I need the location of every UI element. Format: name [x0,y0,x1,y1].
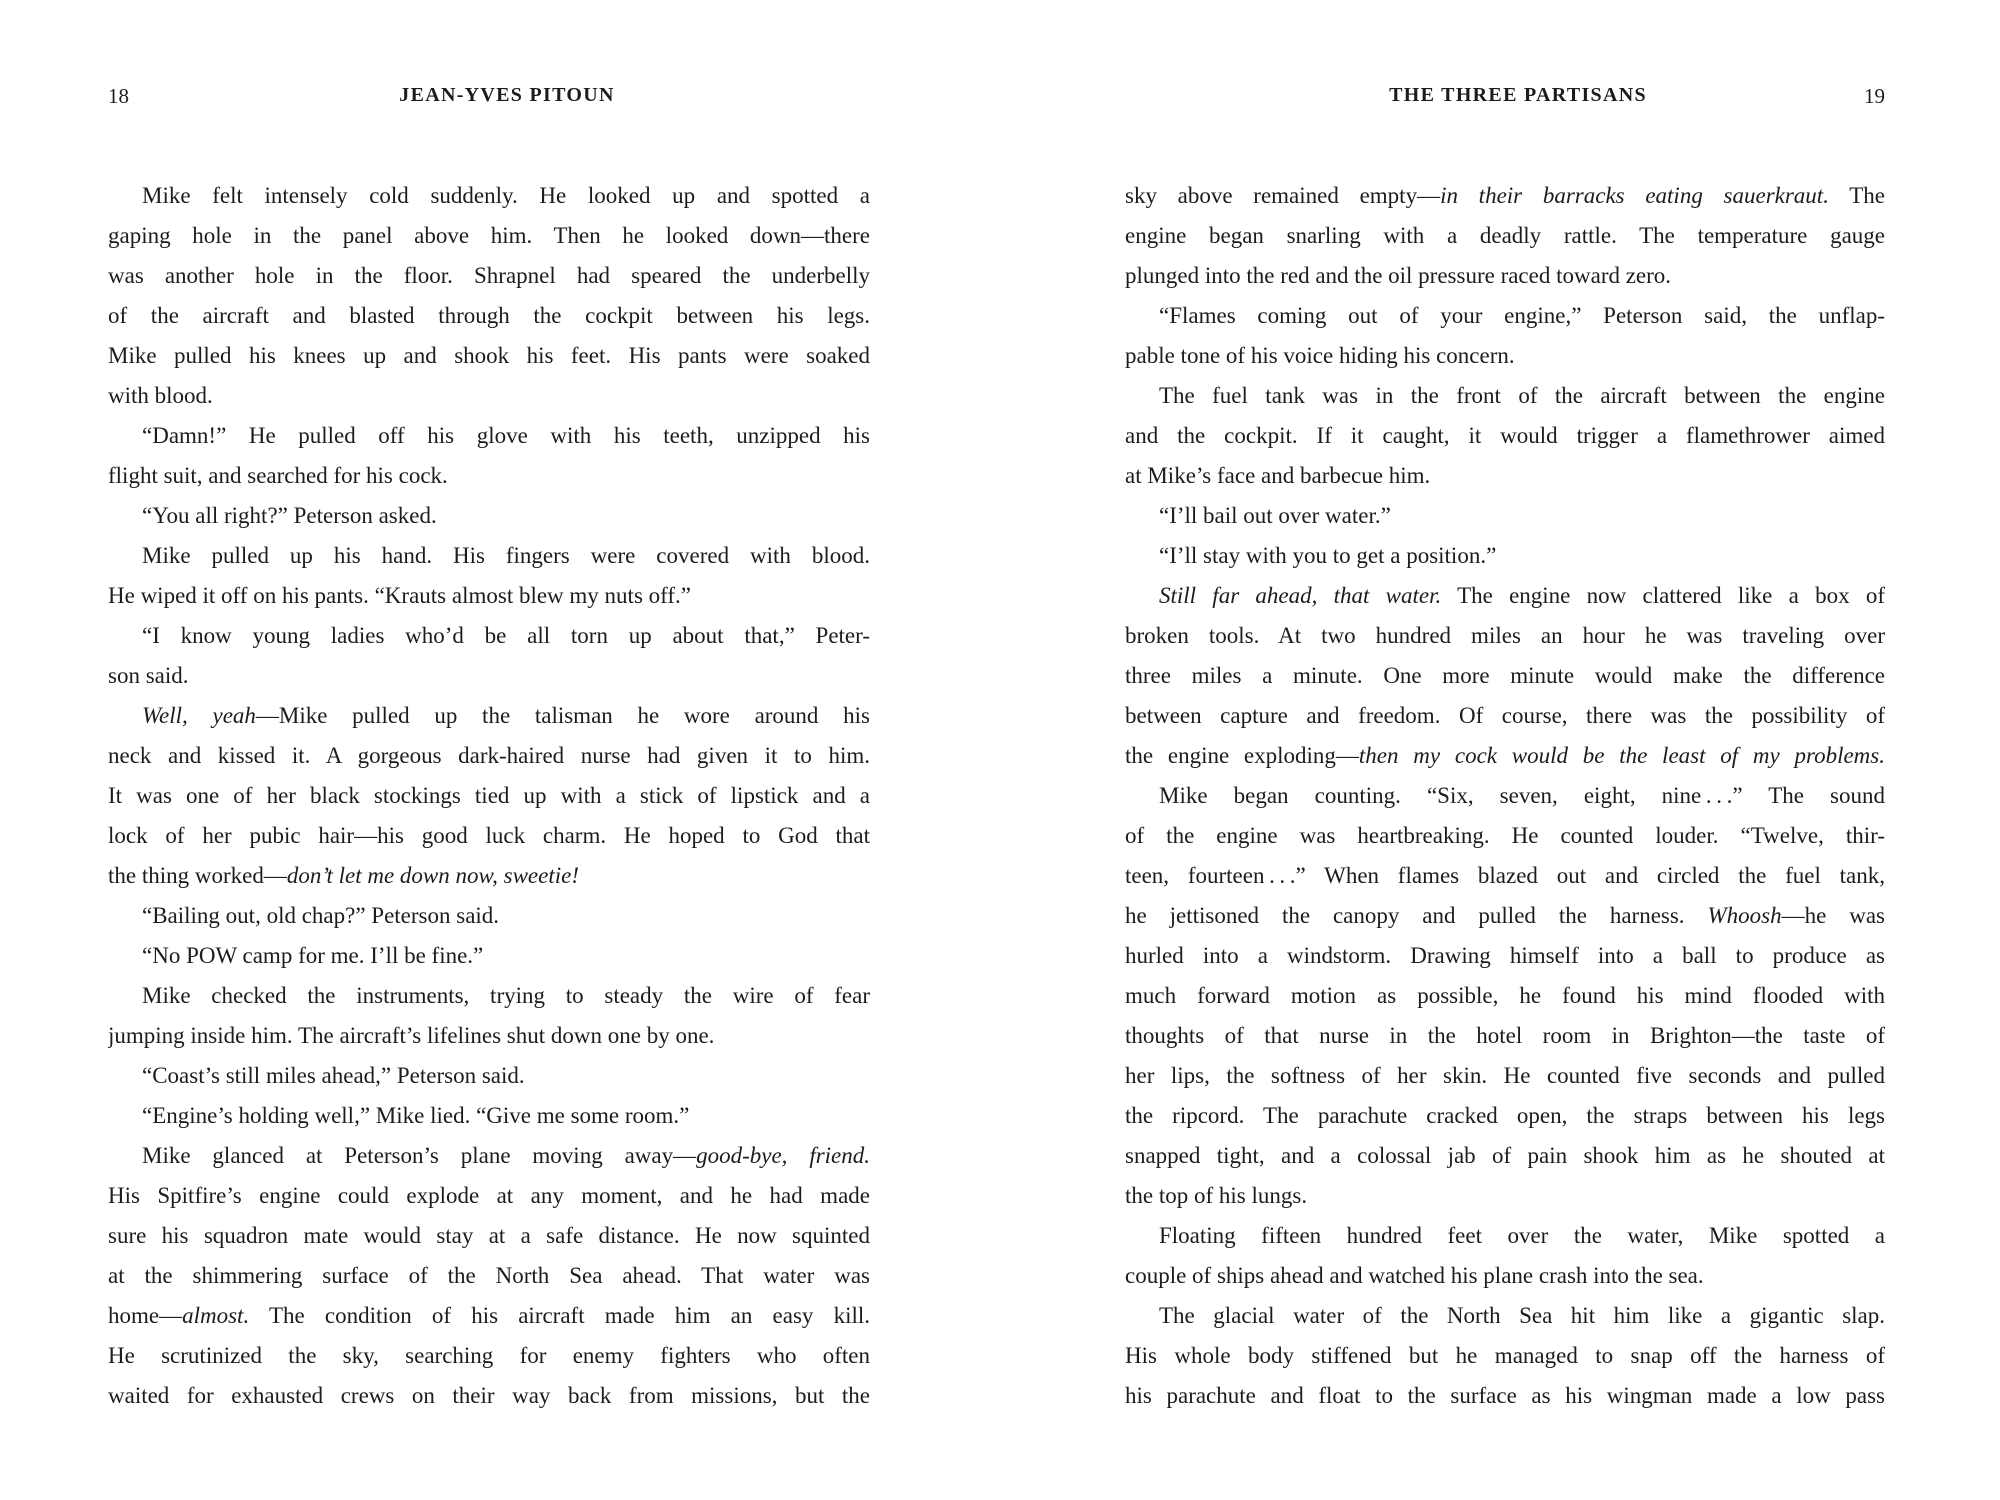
text-line: home—almost. The condition of his aircraft made him an easy kill. [108,1303,870,1328]
text-line: the top of his lungs. [1125,1183,1308,1208]
text-line: sky above remained empty—in their barracks eating sauerkraut. The [1125,183,1885,208]
text-line: pable tone of his voice hiding his concern. [1125,343,1515,368]
text-line: Mike glanced at Peterson’s plane moving away—good-bye, friend. [142,1143,870,1168]
text-line: “You all right?” Peterson asked. [142,503,437,528]
running-head-right: THE THREE PARTISANS [1389,84,1647,106]
page-number-left: 18 [108,84,129,108]
text-line: The fuel tank was in the front of the aircraft between the engine [1159,383,1885,408]
text-line: son said. [108,663,189,688]
text-line: Mike felt intensely cold suddenly. He looked up and spotted a [142,183,870,208]
text-line: “No POW camp for me. I’ll be fine.” [142,943,484,968]
text-line: neck and kissed it. A gorgeous dark-haired nurse had given it to him. [108,743,870,768]
text-line: It was one of her black stockings tied up with a stick of lipstick and a [108,783,870,808]
text-line: the thing worked—don’t let me down now, sweetie! [108,863,579,888]
text-line: “Damn!” He pulled off his glove with his teeth, unzipped his [142,423,870,448]
text-line: He wiped it off on his pants. “Krauts almost blew my nuts off.” [108,583,692,608]
page-number-right: 19 [1864,84,1885,108]
text-line: plunged into the red and the oil pressure raced toward zero. [1125,263,1672,288]
text-line: hurled into a windstorm. Drawing himself into a ball to produce as [1125,943,1885,968]
page-header-left [108,84,870,112]
text-line: engine began snarling with a deadly rattle. The temperature gauge [1125,223,1885,248]
text-line: broken tools. At two hundred miles an hour he was traveling over [1125,623,1885,648]
page-body-left [108,176,870,1416]
text-line: The glacial water of the North Sea hit him like a gigantic slap. [1159,1303,1885,1328]
page-header-right [1125,84,1885,112]
text-line: “Engine’s holding well,” Mike lied. “Give me some room.” [142,1103,690,1128]
text-line: lock of her pubic hair—his good luck charm. He hoped to God that [108,823,870,848]
text-line: Mike checked the instruments, trying to steady the wire of fear [142,983,870,1008]
text-line: “Coast’s still miles ahead,” Peterson said. [142,1063,525,1088]
page-body-right [1125,176,1885,1416]
text-line: at the shimmering surface of the North Sea ahead. That water was [108,1263,870,1288]
text-line: at Mike’s face and barbecue him. [1125,463,1431,488]
text-line: her lips, the softness of her skin. He counted five seconds and pulled [1125,1063,1885,1088]
text-line: Mike began counting. “Six, seven, eight, nine . . .” The sound [1159,783,1885,808]
text-line: “I’ll bail out over water.” [1159,503,1391,528]
text-line: teen, fourteen . . .” When flames blazed out and circled the fuel tank, [1125,863,1885,888]
text-line: Floating fifteen hundred feet over the water, Mike spotted a [1159,1223,1885,1248]
text-line: sure his squadron mate would stay at a safe distance. He now squinted [108,1223,870,1248]
text-line: Mike pulled his knees up and shook his feet. His pants were soaked [108,343,870,368]
text-line: jumping inside him. The aircraft’s lifelines shut down one by one. [108,1023,715,1048]
text-line: was another hole in the floor. Shrapnel had speared the underbelly [108,263,870,288]
text-line: Well, yeah—Mike pulled up the talisman he wore around his [142,703,870,728]
text-line: thoughts of that nurse in the hotel room in Brighton—the taste of [1125,1023,1885,1048]
text-line: couple of ships ahead and watched his plane crash into the sea. [1125,1263,1704,1288]
text-line: between capture and freedom. Of course, there was the possibility of [1125,703,1885,728]
text-line: His Spitfire’s engine could explode at any moment, and he had made [108,1183,870,1208]
text-line: much forward motion as possible, he found his mind flooded with [1125,983,1885,1008]
text-line: with blood. [108,383,213,408]
text-line: Mike pulled up his hand. His fingers were covered with blood. [142,543,870,568]
text-line: He scrutinized the sky, searching for enemy fighters who often [108,1343,870,1368]
text-line: “Bailing out, old chap?” Peterson said. [142,903,500,928]
text-line: “I’ll stay with you to get a position.” [1159,543,1497,568]
text-line: the engine exploding—then my cock would be the least of my problems. [1125,743,1885,768]
text-line: of the engine was heartbreaking. He counted louder. “Twelve, thir- [1125,823,1885,848]
text-line: three miles a minute. One more minute would make the difference [1125,663,1885,688]
text-line: flight suit, and searched for his cock. [108,463,448,488]
text-line: His whole body stiffened but he managed to snap off the harness of [1125,1343,1885,1368]
running-head-left: JEAN-YVES PITOUN [399,84,615,106]
text-line: gaping hole in the panel above him. Then he looked down—there [108,223,870,248]
text-line: snapped tight, and a colossal jab of pain shook him as he shouted at [1125,1143,1885,1168]
text-line: the ripcord. The parachute cracked open, the straps between his legs [1125,1103,1885,1128]
text-line: of the aircraft and blasted through the cockpit between his legs. [108,303,870,328]
text-line: he jettisoned the canopy and pulled the harness. Whoosh—he was [1125,903,1885,928]
text-line: and the cockpit. If it caught, it would trigger a flamethrower aimed [1125,423,1885,448]
text-line: “Flames coming out of your engine,” Peterson said, the unflap- [1159,303,1885,328]
text-line: Still far ahead, that water. The engine now clattered like a box of [1159,583,1885,608]
text-line: waited for exhausted crews on their way back from missions, but the [108,1383,870,1408]
text-line: his parachute and float to the surface as his wingman made a low pass [1125,1383,1885,1408]
text-line: “I know young ladies who’d be all torn up about that,” Peter- [142,623,870,648]
